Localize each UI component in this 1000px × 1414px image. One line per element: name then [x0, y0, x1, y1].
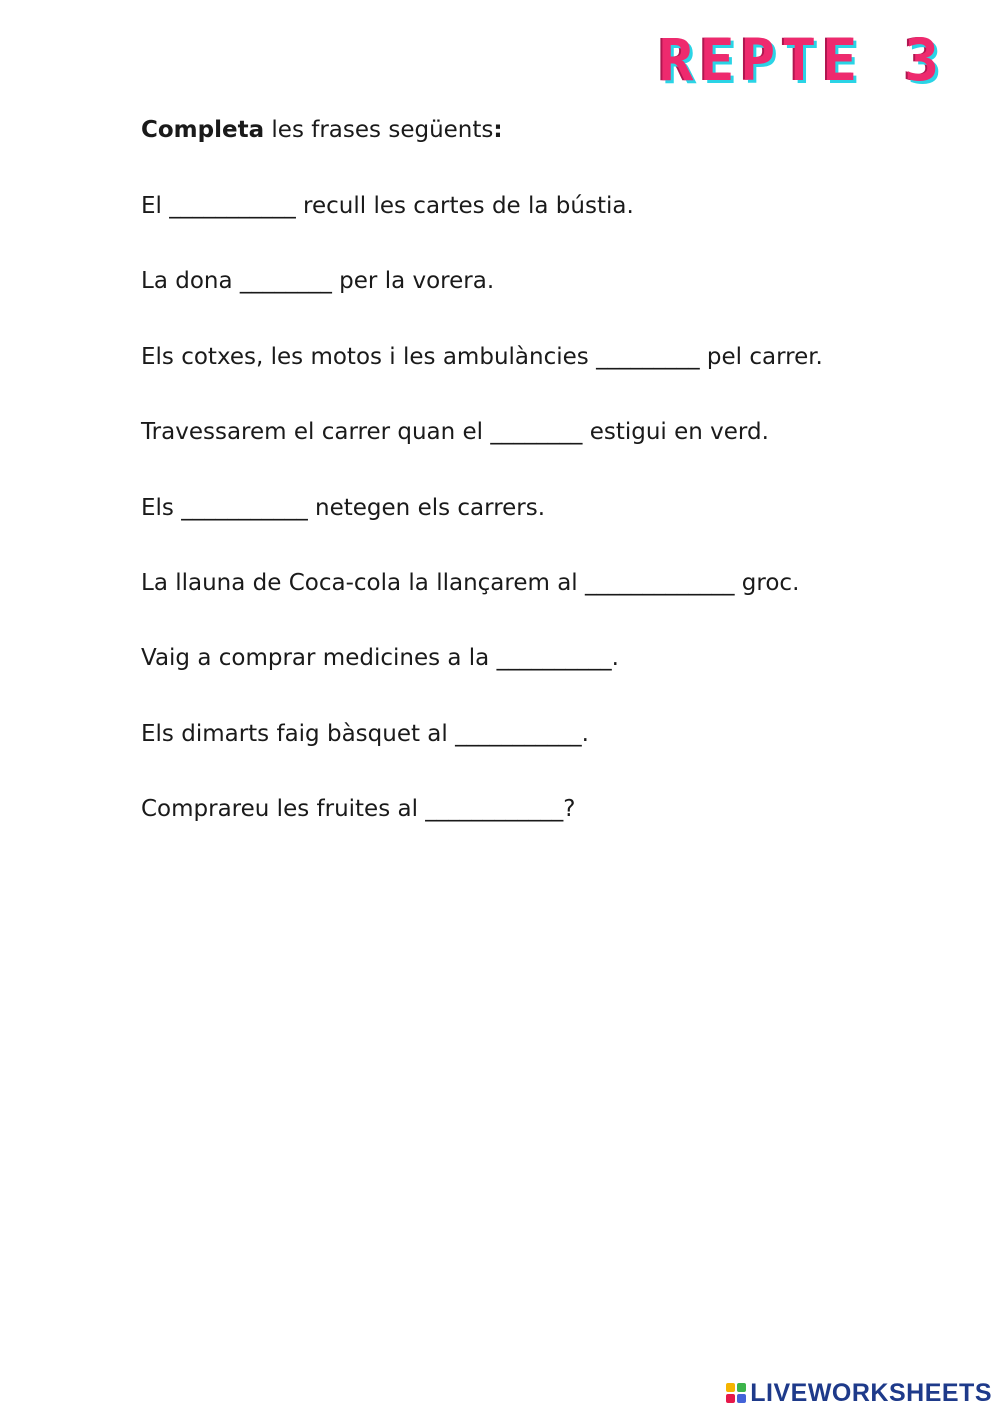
sentence-text-after: . — [611, 645, 619, 672]
liveworksheets-brand: LIVEWORKSHEETS — [750, 1378, 992, 1407]
sentence-text-before: Els cotxes, les motos i les ambulàncies — [141, 343, 597, 370]
title-container — [658, 26, 945, 94]
sentence-text-before: Travessarem el carrer quan el — [141, 419, 491, 446]
instruction-text — [141, 114, 503, 146]
logo-square-yellow — [726, 1383, 735, 1392]
sentence-text-before: El — [141, 193, 170, 219]
answer-blank[interactable]: __________ — [496, 645, 612, 672]
answer-blank[interactable]: ________ — [239, 268, 332, 295]
sentence-4 — [141, 416, 823, 448]
sentence-2 — [141, 265, 823, 297]
sentence-text-before: Vaig a comprar medicines a la — [141, 645, 497, 672]
logo-square-blue — [737, 1394, 746, 1403]
answer-blank[interactable]: ___________ — [455, 720, 582, 747]
instruction-bold: Completa — [141, 117, 265, 143]
sentence-text-after: ? — [563, 796, 576, 823]
sentence-5 — [141, 492, 823, 524]
sentence-text-before: La dona — [141, 268, 240, 295]
instruction-rest: les frases següents — [264, 117, 494, 143]
sentence-9 — [141, 793, 823, 825]
sentence-text-after: estigui en verd. — [582, 419, 769, 446]
sentence-text-after: recull les cartes de la bústia. — [295, 193, 634, 219]
logo-square-green — [737, 1383, 746, 1392]
sentence-text-after: per la vorera. — [331, 268, 495, 295]
answer-blank[interactable]: ___________ — [181, 494, 308, 521]
sentence-list — [141, 190, 823, 869]
liveworksheets-logo-icon — [726, 1383, 746, 1403]
worksheet-title: REPTE 3 — [658, 26, 945, 94]
sentence-text-after: groc. — [734, 569, 800, 596]
sentence-text-before: Els — [141, 494, 182, 521]
answer-blank[interactable]: _____________ — [585, 569, 735, 596]
sentence-text-after: netegen els carrers. — [307, 494, 546, 521]
answer-blank[interactable]: ________ — [490, 419, 583, 446]
sentence-3 — [141, 341, 823, 373]
answer-blank[interactable]: _________ — [596, 343, 700, 370]
sentence-text-before: La llauna de Coca-cola la llançarem al — [141, 569, 585, 596]
liveworksheets-footer[interactable] — [726, 1378, 992, 1408]
sentence-1 — [141, 190, 823, 222]
sentence-6 — [141, 567, 823, 599]
sentence-text-before: Els dimarts faig bàsquet al — [141, 720, 456, 747]
sentence-7 — [141, 642, 823, 674]
sentence-text-after: . — [581, 720, 589, 747]
sentence-8 — [141, 718, 823, 750]
sentence-text-after: pel carrer. — [699, 343, 823, 370]
answer-blank[interactable]: ____________ — [425, 796, 564, 823]
instruction-colon: : — [493, 117, 503, 143]
answer-blank[interactable]: ___________ — [169, 193, 296, 219]
logo-square-red — [726, 1394, 735, 1403]
sentence-text-before: Comprareu les fruites al — [141, 796, 426, 823]
